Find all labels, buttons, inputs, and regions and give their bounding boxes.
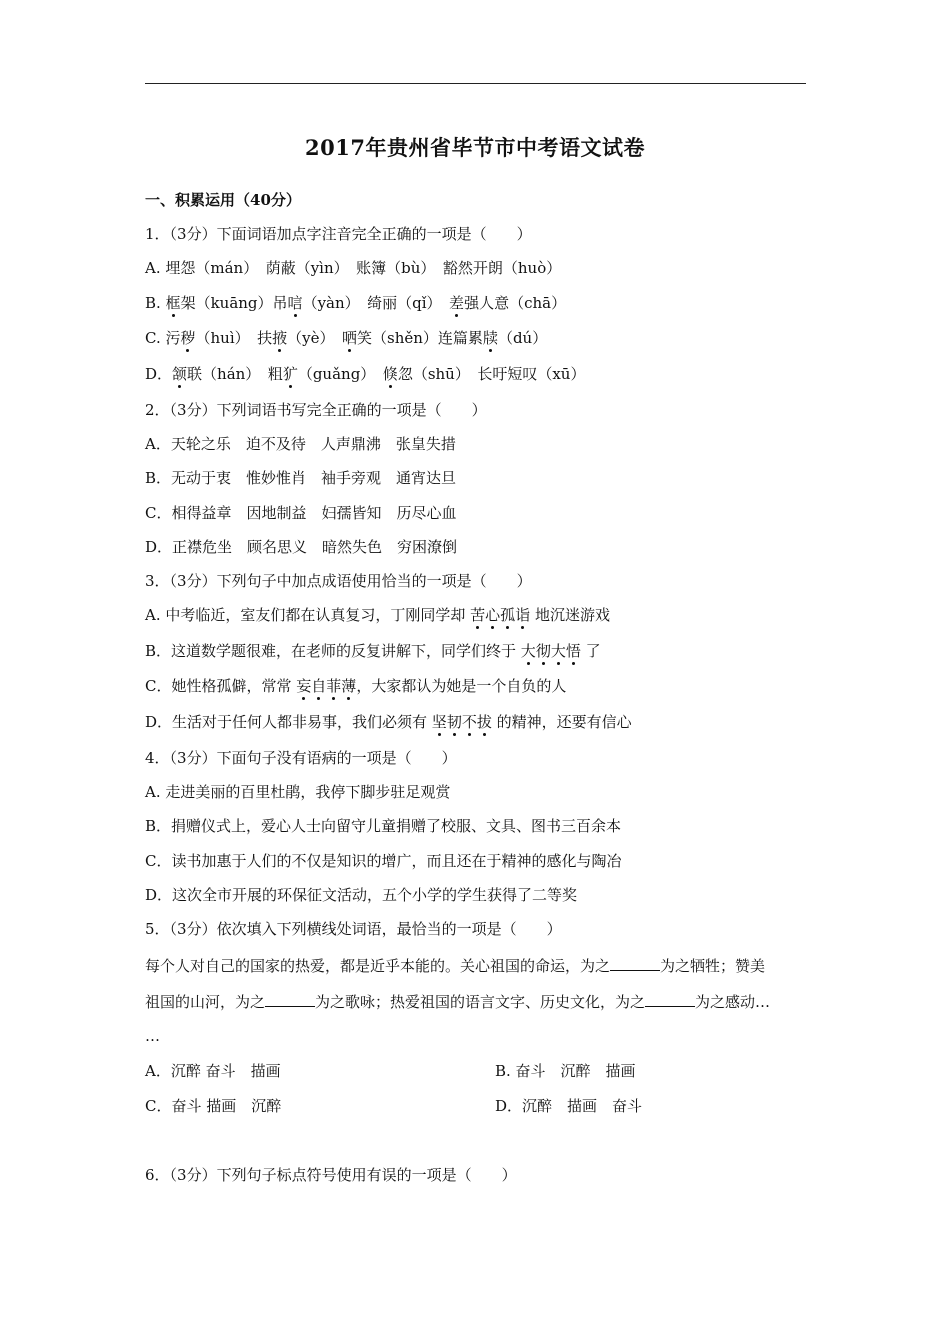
option-text: B. <box>145 294 166 312</box>
question-5-option-b: B. 奋斗 沉醉 描画 <box>495 1062 636 1080</box>
question-1-option-d <box>145 364 585 384</box>
option-text: （yè） <box>287 329 342 347</box>
option-text: （dú） <box>497 329 548 347</box>
dotted-char: 心 <box>485 606 501 624</box>
page-title: 2017年贵州省毕节市中考语文试卷 <box>305 135 645 160</box>
passage-text: 祖国的山河，为之 <box>145 993 266 1011</box>
question-3-option-d <box>145 712 632 732</box>
option-text: 地沉迷游戏 <box>530 606 610 624</box>
dotted-char: 犷 <box>282 365 298 383</box>
question-3-option-a <box>145 605 610 625</box>
question-5-option-d: D．沉醉 描画 奋斗 <box>495 1097 643 1115</box>
option-text: 联（hán） 粗 <box>187 365 283 383</box>
dotted-char: 妄 <box>296 677 312 695</box>
passage-text: 为之歌咏；热爱祖国的语言文字、历史文化，为之 <box>315 993 646 1011</box>
option-text: 的精神，还要有信心 <box>491 713 632 731</box>
question-4-option-c: C．读书加惠于人们的不仅是知识的增广，而且还在于精神的感化与陶冶 <box>145 852 622 870</box>
dotted-char: 悟 <box>565 642 581 660</box>
dotted-char: 大 <box>550 642 566 660</box>
passage-text: 为之感动… <box>695 993 771 1011</box>
question-2-option-a: A．天轮之乐 迫不及待 人声鼎沸 张皇失措 <box>145 435 456 453</box>
question-5-passage-line-3: … <box>145 1027 160 1045</box>
dotted-char: 唁 <box>287 294 303 312</box>
dotted-char: 差 <box>449 294 465 312</box>
question-3-option-c <box>145 676 566 696</box>
dotted-char: 倏 <box>382 365 398 383</box>
question-1-stem: 1．（3分）下面词语加点字注音完全正确的一项是（ ） <box>145 225 532 243</box>
question-6-stem: 6．（3分）下列句子标点符号使用有误的一项是（ ） <box>145 1166 517 1184</box>
dotted-char: 坚 <box>431 713 447 731</box>
fill-blank <box>645 991 695 1007</box>
question-4-option-a: A. 走进美丽的百里杜鹃，我停下脚步驻足观赏 <box>145 783 451 801</box>
option-text: B．这道数学题很难，在老师的反复讲解下，同学们终于 <box>145 642 521 660</box>
question-1-option-b <box>145 293 566 313</box>
dotted-char: 韧 <box>446 713 462 731</box>
dotted-char: 孤 <box>500 606 516 624</box>
question-5-passage-line-1 <box>145 955 806 976</box>
option-text: A. 中考临近，室友们都在认真复习，丁刚同学却 <box>145 606 471 624</box>
question-4-option-b: B．捐赠仪式上，爱心人士向留守儿童捐赠了校服、文具、图书三百余本 <box>145 817 622 835</box>
dotted-char: 彻 <box>535 642 551 660</box>
question-5-option-a: A．沉醉 奋斗 描画 <box>145 1062 281 1080</box>
option-text: C. 污 <box>145 329 181 347</box>
dotted-char: 大 <box>520 642 536 660</box>
dotted-char: 框 <box>165 294 181 312</box>
dotted-char: 不 <box>461 713 477 731</box>
question-4-stem: 4．（3分）下面句子没有语病的一项是（ ） <box>145 749 457 767</box>
dotted-char: 掖 <box>272 329 288 347</box>
question-5-stem: 5．（3分）依次填入下列横线处词语，最恰当的一项是（ ） <box>145 920 562 938</box>
option-text: （yàn） 绮丽（qǐ） <box>302 294 450 312</box>
question-1-option-a: A. 埋怨（mán） 荫蔽（yìn） 账簿（bù） 豁然开朗（huò） <box>145 259 562 277</box>
dotted-char: 拔 <box>476 713 492 731</box>
option-text: （huì） 扶 <box>195 329 273 347</box>
question-5-option-c: C．奋斗 描画 沉醉 <box>145 1097 282 1115</box>
option-text: D． <box>145 365 173 383</box>
question-3-option-b <box>145 641 601 661</box>
question-1-option-c <box>145 328 547 348</box>
fill-blank <box>265 991 315 1007</box>
header-rule <box>145 83 806 84</box>
question-4-option-d: D．这次全市开展的环保征文活动，五个小学的学生获得了二等奖 <box>145 886 578 904</box>
dotted-char: 薄 <box>341 677 357 695</box>
dotted-char: 菲 <box>326 677 342 695</box>
fill-blank <box>610 955 660 971</box>
dotted-char: 诣 <box>515 606 531 624</box>
option-text: C．她性格孤僻，常常 <box>145 677 297 695</box>
dotted-char: 秽 <box>180 329 196 347</box>
question-2-stem: 2．（3分）下列词语书写完全正确的一项是（ ） <box>145 401 487 419</box>
option-text: 忽（shū） 长吁短叹（xū） <box>397 365 586 383</box>
question-2-option-b: B．无动于衷 惟妙惟肖 袖手旁观 通宵达旦 <box>145 469 457 487</box>
passage-text: 为之牺牲；赞美 <box>660 957 766 975</box>
option-text: 架（kuāng）吊 <box>180 294 288 312</box>
dotted-char: 苦 <box>470 606 486 624</box>
option-text: 了 <box>580 642 601 660</box>
dotted-char: 自 <box>311 677 327 695</box>
option-text: （guǎng） <box>297 365 383 383</box>
option-text: ，大家都认为她是一个自负的人 <box>356 677 567 695</box>
question-2-option-d: D．正襟危坐 顾名思义 暗然失色 穷困潦倒 <box>145 538 458 556</box>
question-2-option-c: C．相得益章 因地制益 妇孺皆知 历尽心血 <box>145 504 457 522</box>
dotted-char: 哂 <box>342 329 358 347</box>
option-text: 笑（shěn）连篇累 <box>357 329 483 347</box>
question-5-passage-line-2 <box>145 991 806 1012</box>
option-text: D．生活对于任何人都非易事，我们必须有 <box>145 713 432 731</box>
passage-text: 每个人对自己的国家的热爱，都是近乎本能的。关心祖国的命运，为之 <box>145 957 611 975</box>
question-3-stem: 3．（3分）下列句子中加点成语使用恰当的一项是（ ） <box>145 572 532 590</box>
dotted-char: 颔 <box>172 365 188 383</box>
section-heading: 一、积累运用（40分） <box>145 191 301 209</box>
dotted-char: 牍 <box>482 329 498 347</box>
option-text: 强人意（chā） <box>464 294 567 312</box>
